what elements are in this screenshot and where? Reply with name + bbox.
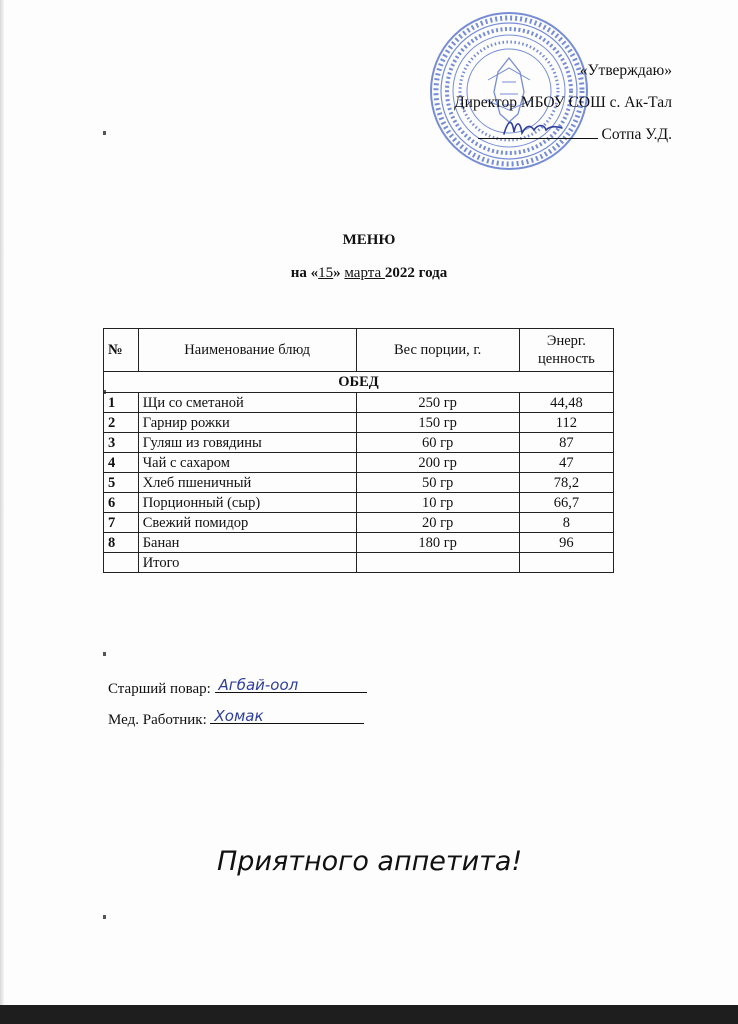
date-prefix: на « (290, 265, 319, 281)
scan-speck (103, 915, 106, 919)
director-signature-icon (500, 112, 564, 142)
cook-signature-blank (215, 675, 367, 693)
date-day-close: » (333, 265, 345, 281)
row-energy: 78,2 (519, 473, 613, 493)
row-num: 8 (104, 533, 139, 553)
total-weight-cell (356, 553, 519, 573)
row-num: 5 (104, 473, 139, 493)
row-num: 3 (104, 433, 139, 453)
table-row (104, 453, 614, 473)
header-num: № (104, 329, 139, 372)
row-num: 6 (104, 493, 139, 513)
row-energy: 96 (519, 533, 613, 553)
row-energy: 87 (519, 433, 613, 453)
table-row (104, 393, 614, 413)
row-energy: 112 (519, 413, 613, 433)
row-weight: 60 гр (356, 433, 519, 453)
approve-label: «Утверждаю» (579, 62, 672, 79)
date-year: 2022 года (384, 265, 448, 281)
row-name: Гарнир рожки (138, 413, 356, 433)
row-name: Чай с сахаром (138, 453, 356, 473)
row-weight: 250 гр (356, 393, 519, 413)
row-num: 7 (104, 513, 139, 533)
row-weight: 20 гр (356, 513, 519, 533)
row-energy: 47 (519, 453, 613, 473)
row-weight: 150 гр (356, 413, 519, 433)
row-name: Банан (138, 533, 356, 553)
header-energy: Энерг. ценность (519, 329, 613, 372)
cook-label: Старший повар: (108, 681, 211, 697)
scan-edge-bottom (0, 1005, 738, 1024)
header-name: Наименование блюд (138, 329, 356, 372)
header-weight: Вес порции, г. (356, 329, 519, 372)
director-position: Директор МБОУ СОШ с. Ак-Тал (454, 94, 672, 111)
total-row (104, 553, 614, 573)
date-day: 15 (318, 265, 334, 281)
cook-signature: Агбай-оол (218, 676, 299, 694)
table-row (104, 493, 614, 513)
total-num-cell (104, 553, 139, 573)
total-energy-cell (519, 553, 613, 573)
menu-date (0, 265, 738, 282)
date-month: марта (344, 265, 385, 281)
table-row (104, 533, 614, 553)
medic-signature: Хомак (214, 707, 264, 725)
menu-title: МЕНЮ (342, 232, 396, 248)
table-row (104, 513, 614, 533)
section-title: ОБЕД (104, 372, 614, 393)
row-name: Щи со сметаной (138, 393, 356, 413)
medic-signature-blank (210, 706, 364, 724)
row-name: Хлеб пшеничный (138, 473, 356, 493)
director-name: Сотпа У.Д. (601, 126, 672, 143)
section-row (104, 372, 614, 393)
closing-wish: Приятного аппетита! (217, 846, 523, 877)
scan-edge-left (0, 0, 4, 1024)
row-weight: 200 гр (356, 453, 519, 473)
table-row (104, 473, 614, 493)
row-num: 1 (104, 393, 139, 413)
medic-signature-line (108, 706, 364, 729)
row-energy: 66,7 (519, 493, 613, 513)
row-num: 4 (104, 453, 139, 473)
row-energy: 8 (519, 513, 613, 533)
row-weight: 10 гр (356, 493, 519, 513)
row-name: Свежий помидор (138, 513, 356, 533)
row-num: 2 (104, 413, 139, 433)
scan-speck (103, 652, 106, 656)
table-row (104, 433, 614, 453)
table-header-row (104, 329, 614, 372)
row-weight: 50 гр (356, 473, 519, 493)
table-row (104, 413, 614, 433)
row-weight: 180 гр (356, 533, 519, 553)
menu-table (103, 328, 614, 573)
row-energy: 44,48 (519, 393, 613, 413)
total-label: Итого (138, 553, 356, 573)
row-name: Гуляш из говядины (138, 433, 356, 453)
medic-label: Мед. Работник: (108, 712, 207, 728)
scan-speck (103, 131, 106, 135)
row-name: Порционный (сыр) (138, 493, 356, 513)
cook-signature-line (108, 675, 367, 698)
